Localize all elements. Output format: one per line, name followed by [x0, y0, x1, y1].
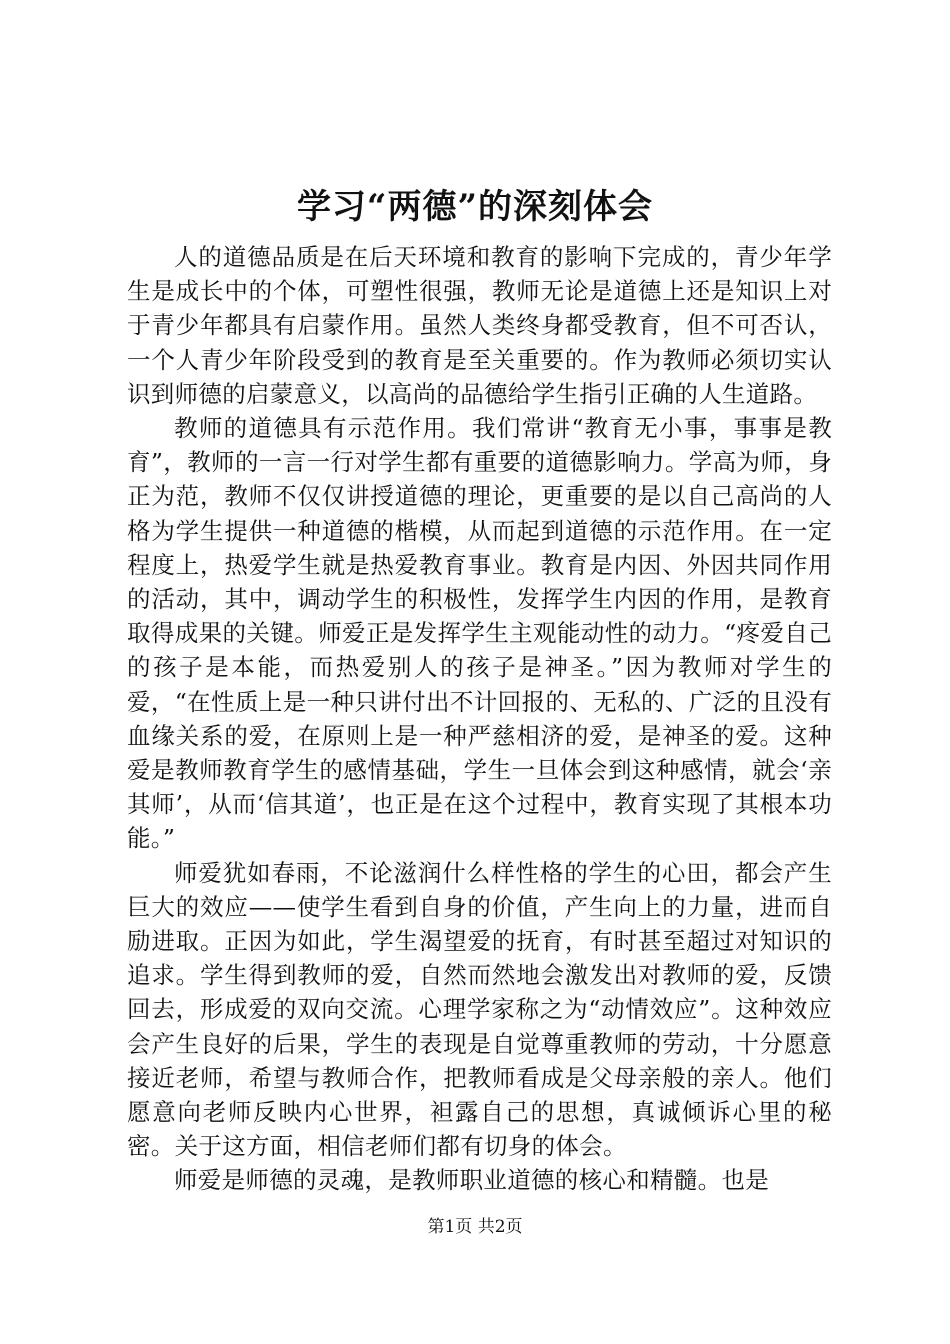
paragraph-1: 人的道德品质是在后天环境和教育的影响下完成的，青少年学生是成长中的个体，可塑性很强，教师无论是道德上还是知识上对于青少年都具有启蒙作用。虽然人类终身都受教育，但不可否认，一个人青少年阶段受到的教育是至关重要的。作为教师必须切实认识到师德的启蒙意义，以高尚的品德给学生指引正确的人生道路。: [127, 243, 832, 408]
document-body: [127, 240, 832, 1198]
page-number-footer: 第1页 共2页: [427, 1217, 523, 1237]
paragraph-3: 师爱犹如春雨，不论滋润什么样性格的学生的心田，都会产生巨大的效应——使学生看到自身的价值，产生向上的力量，进而自励进取。正因为如此，学生渴望爱的抚育，有时甚至超过对知识的追求。学生得到教师的爱，自然而然地会激发出对教师的爱，反馈回去，形成爱的双向交流。心理学家称之为“动情效应”。这种效应会产生良好的后果，学生的表现是自觉尊重教师的劳动，十分愿意接近老师，希望与教师合作，把教师看成是父母亲般的亲人。他们愿意向老师反映内心世界，袒露自己的思想，真诚倾诉心里的秘密。关于这方面，相信老师们都有切身的体会。: [127, 858, 832, 1161]
paragraph-4: 师爱是师德的灵魂，是教师职业道德的核心和精髓。也是: [174, 1166, 769, 1195]
paragraph-2: 教师的道德具有示范作用。我们常讲“教育无小事，事事是教育”，教师的一言一行对学生都有重要的道德影响力。学高为师，身正为范，教师不仅仅讲授道德的理论，更重要的是以自己高尚的人格为学生提供一种道德的楷模，从而起到道德的示范作用。在一定程度上，热爱学生就是热爱教育事业。教育是内因、外因共同作用的活动，其中，调动学生的积极性，发挥学生内因的作用，是教育取得成果的关键。师爱正是发挥学生主观能动性的动力。“疼爱自己的孩子是本能，而热爱别人的孩子是神圣。”因为教师对学生的爱，“在性质上是一种只讲付出不计回报的、无私的、广泛的且没有血缘关系的爱，在原则上是一种严慈相济的爱，是神圣的爱。这种爱是教师教育学生的感情基础，学生一旦体会到这种感情，就会‘亲其师’，从而‘信其道’，也正是在这个过程中，教育实现了其根本功能。”: [127, 414, 832, 853]
document-title: 学习“两德”的深刻体会: [296, 187, 654, 227]
